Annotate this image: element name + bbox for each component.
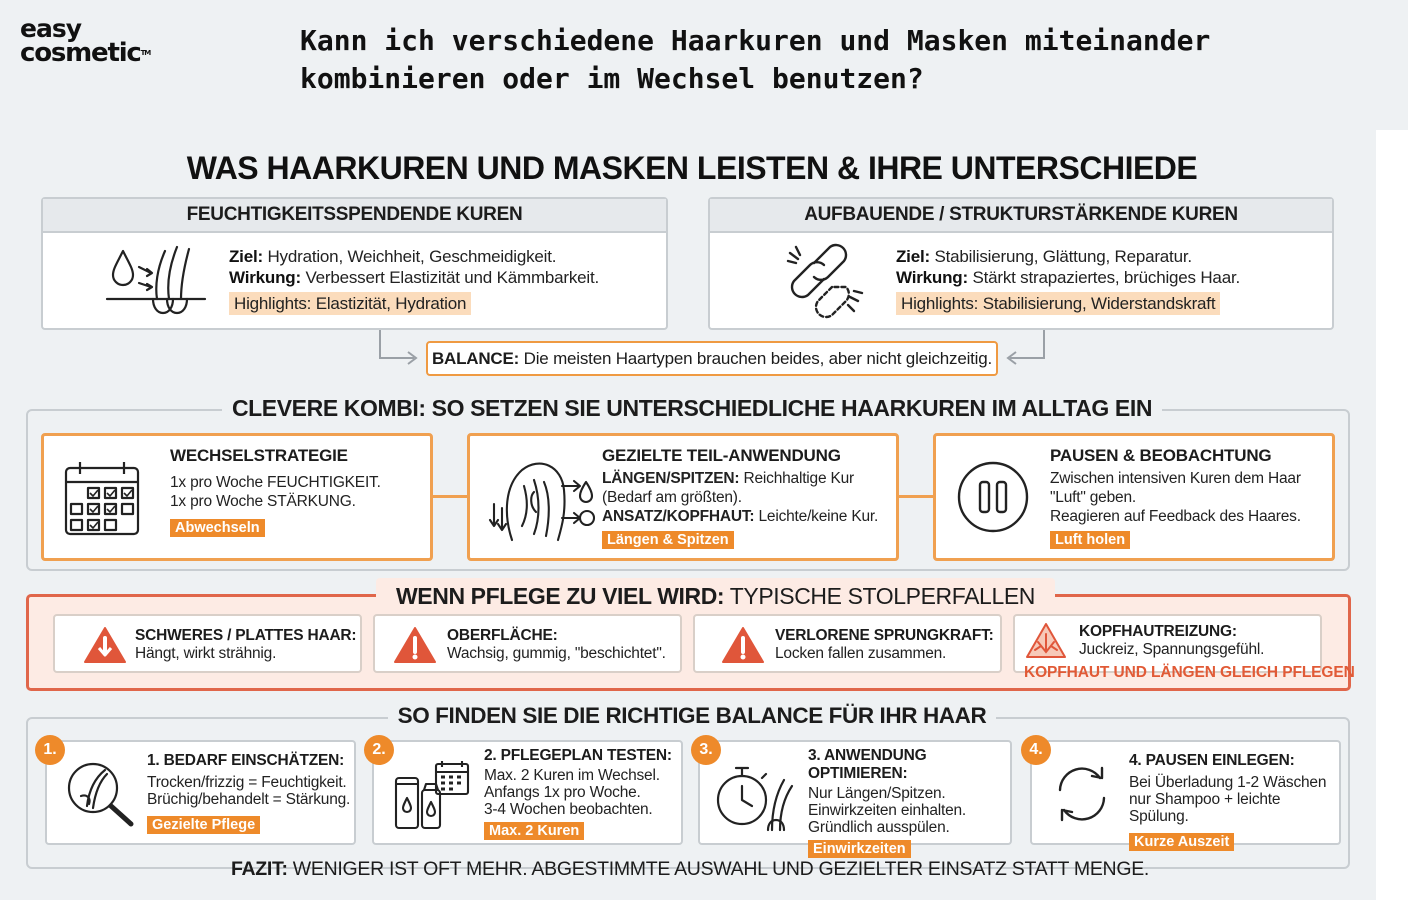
type-box-title: AUFBAUENDE / STRUKTURSTÄRKENDE KUREN: [710, 199, 1332, 233]
step-line: Nur Längen/Spitzen.: [808, 785, 946, 802]
step-badge: 2.: [364, 735, 394, 765]
right-margin-strip: [1376, 130, 1408, 900]
pitfall-card: [373, 614, 682, 673]
calendar-icon: [62, 458, 142, 538]
step-line: nur Shampoo + leichte Spülung.: [1129, 791, 1281, 825]
card-line-text: Reichhaltige Kur: [743, 470, 855, 487]
ziel-label: Ziel:: [229, 247, 263, 266]
logo-trademark: TM: [140, 49, 150, 57]
card-connector: [432, 495, 470, 498]
pitfall-text: Juckreiz, Spannungsgefühl.: [1079, 641, 1265, 658]
pitfalls-title-bold: WENN PFLEGE ZU VIEL WIRD:: [396, 583, 725, 609]
pitfall-body: [135, 627, 356, 663]
step-badge: 1.: [35, 735, 65, 765]
tubes-calendar-icon: [392, 760, 472, 832]
card-line: 1x pro Woche STÄRKUNG.: [170, 493, 356, 510]
ziel-value: Hydration, Weichheit, Geschmeidigkeit.: [267, 247, 557, 266]
type-box-text: [229, 246, 599, 315]
kombi-title: CLEVERE KOMBI: SO SETZEN SIE UNTERSCHIEDLICHE HAARKUREN IM ALLTAG EIN: [222, 395, 1162, 421]
fazit: [0, 858, 1380, 881]
step-tag: Max. 2 Kuren: [484, 822, 584, 840]
type-box-aufbauend: [708, 197, 1334, 330]
kombi-card-body: [1050, 446, 1301, 549]
highlight-badge: Highlights: Stabilisierung, Widerstandskraft: [896, 292, 1220, 315]
kombi-card-wechsel: [41, 433, 433, 561]
card-title: WECHSELSTRATEGIE: [170, 446, 348, 465]
head-hair-icon: [482, 456, 596, 544]
step-card: [372, 740, 683, 845]
card-line-label: ANSATZ/KOPFHAUT:: [602, 508, 755, 525]
card-line: "Luft" geben.: [1050, 489, 1136, 506]
card-line: Zwischen intensiven Kuren dem Haar: [1050, 470, 1301, 487]
step-badge: 4.: [1021, 735, 1051, 765]
step-tag: Einwirkzeiten: [808, 840, 911, 858]
step-card: [1030, 740, 1341, 850]
wirkung-label: Wirkung:: [896, 268, 968, 287]
pitfall-title: KOPFHAUTREIZUNG:: [1079, 623, 1237, 640]
wirkung-line: [896, 267, 1240, 288]
kombi-card-teilanwendung: [467, 433, 899, 561]
card-connector: [897, 495, 935, 498]
step-body: [1129, 752, 1339, 851]
card-tag: Längen & Spitzen: [602, 531, 734, 549]
magnifier-hair-icon: [65, 760, 139, 830]
step-line: Bei Überladung 1-2 Wäschen: [1129, 774, 1327, 791]
logo-word: cosmetic: [20, 38, 141, 68]
kombi-card-pausen: [933, 433, 1335, 561]
balance-steps-title: SO FINDEN SIE DIE RICHTIGE BALANCE FÜR IHR HAAR: [388, 703, 997, 728]
pitfall-title: OBERFLÄCHE:: [447, 627, 558, 644]
water-drop-hair-icon: [105, 241, 207, 319]
step-line: 3-4 Wochen beobachten.: [484, 801, 653, 818]
pause-icon: [956, 460, 1030, 534]
step-title: 1. BEDARF EINSCHÄTZEN:: [147, 752, 345, 769]
warning-icon: [393, 626, 437, 664]
main-title: WAS HAARKUREN UND MASKEN LEISTEN & IHRE UNTERSCHIEDE: [186, 150, 1198, 186]
card-title: GEZIELTE TEIL-ANWENDUNG: [602, 446, 841, 465]
step-body: [808, 747, 1010, 858]
card-title: PAUSEN & BEOBACHTUNG: [1050, 446, 1272, 465]
step-tag: Kurze Auszeit: [1129, 833, 1234, 851]
card-line-label: LÄNGEN/SPITZEN:: [602, 470, 740, 487]
pitfall-text: Wachsig, gummig, "beschichtet".: [447, 645, 666, 662]
chain-link-icon: [784, 243, 868, 319]
fazit-label: FAZIT:: [230, 858, 288, 880]
type-box-text: [896, 246, 1240, 315]
logo-line-cosmetic: [20, 40, 180, 66]
balance-steps-title-wrap: [0, 703, 1384, 729]
wirkung-value: Verbessert Elastizität und Kämmbarkeit.: [305, 268, 600, 287]
logo-line-easy: easy: [20, 14, 82, 43]
balance-note: [426, 341, 998, 376]
page-question: Kann ich verschiedene Haarkuren und Masken miteinander kombinieren oder im Wechsel benutzen?: [300, 24, 1211, 95]
ziel-line: [229, 246, 599, 267]
fazit-text: WENIGER IST OFT MEHR. ABGESTIMMTE AUSWAHL UND GEZIELTER EINSATZ STATT MENGE.: [292, 858, 1150, 880]
kombi-title-wrap: [0, 395, 1384, 422]
pitfall-title: SCHWERES / PLATTES HAAR:: [135, 627, 357, 644]
ziel-line: [896, 246, 1240, 267]
step-line: Brüchig/behandelt = Stärkung.: [147, 791, 351, 808]
pitfall-body: [1079, 623, 1264, 659]
kombi-card-body: [170, 446, 381, 537]
pitfall-text: Locken fallen zusammen.: [775, 645, 947, 662]
step-line: Max. 2 Kuren im Wechsel.: [484, 767, 660, 784]
step-body: [147, 752, 350, 834]
ziel-label: Ziel:: [896, 247, 930, 266]
pitfall-title: VERLORENE SPRUNGKRAFT:: [775, 627, 994, 644]
balance-label: BALANCE:: [431, 349, 520, 368]
pitfall-card: [693, 614, 1002, 673]
wirkung-line: [229, 267, 599, 288]
pitfalls-title: [376, 578, 1055, 614]
card-tag: Luft holen: [1050, 531, 1130, 549]
ziel-value: Stabilisierung, Glättung, Reparatur.: [934, 247, 1192, 266]
warning-icon: [721, 626, 765, 664]
step-title: 3. ANWENDUNG OPTIMIEREN:: [808, 747, 927, 782]
pitfall-body: [447, 627, 666, 663]
step-badge: 3.: [691, 735, 721, 765]
irritation-icon: [1025, 622, 1067, 660]
card-line: [602, 469, 878, 488]
pitfall-body: [775, 627, 994, 663]
step-line: Gründlich ausspülen.: [808, 819, 950, 836]
step-tag: Gezielte Pflege: [147, 816, 260, 834]
brand-logo: [20, 14, 180, 70]
stopwatch-icon: [714, 760, 798, 832]
card-line: (Bedarf am größten).: [602, 489, 742, 506]
wirkung-value: Stärkt strapaziertes, brüchiges Haar.: [972, 268, 1240, 287]
type-box-title: FEUCHTIGKEITSSPENDENDE KUREN: [43, 199, 666, 233]
step-line: Anfangs 1x pro Woche.: [484, 784, 641, 801]
balance-text: Die meisten Haartypen brauchen beides, aber nicht gleichzeitig.: [523, 349, 993, 368]
step-card: [45, 740, 356, 845]
type-box-feuchtigkeit: [41, 197, 668, 330]
pitfall-note: KOPFHAUT UND LÄNGEN GLEICH PFLEGEN: [1024, 664, 1355, 681]
pitfalls-title-rest: TYPISCHE STOLPERFALLEN: [729, 583, 1035, 609]
wirkung-label: Wirkung:: [229, 268, 301, 287]
card-line-text: Leichte/keine Kur.: [758, 508, 879, 525]
highlight-badge: Highlights: Elastizität, Hydration: [229, 292, 471, 315]
card-line: Reagieren auf Feedback des Haares.: [1050, 508, 1301, 525]
step-body: [484, 747, 672, 840]
warning-icon: [83, 626, 127, 664]
step-line: Trocken/frizzig = Feuchtigkeit.: [147, 774, 347, 791]
card-tag: Abwechseln: [170, 519, 265, 537]
refresh-icon: [1050, 762, 1114, 826]
step-card: [698, 740, 1012, 857]
step-title: 2. PFLEGEPLAN TESTEN:: [484, 747, 672, 764]
kombi-card-body: [602, 446, 878, 549]
card-line: 1x pro Woche FEUCHTIGKEIT.: [170, 474, 381, 491]
pitfall-text: Hängt, wirkt strähnig.: [135, 645, 277, 662]
step-line: Einwirkzeiten einhalten.: [808, 802, 967, 819]
card-line: [602, 507, 878, 526]
pitfall-card: [53, 614, 362, 673]
step-title: 4. PAUSEN EINLEGEN:: [1129, 752, 1295, 769]
